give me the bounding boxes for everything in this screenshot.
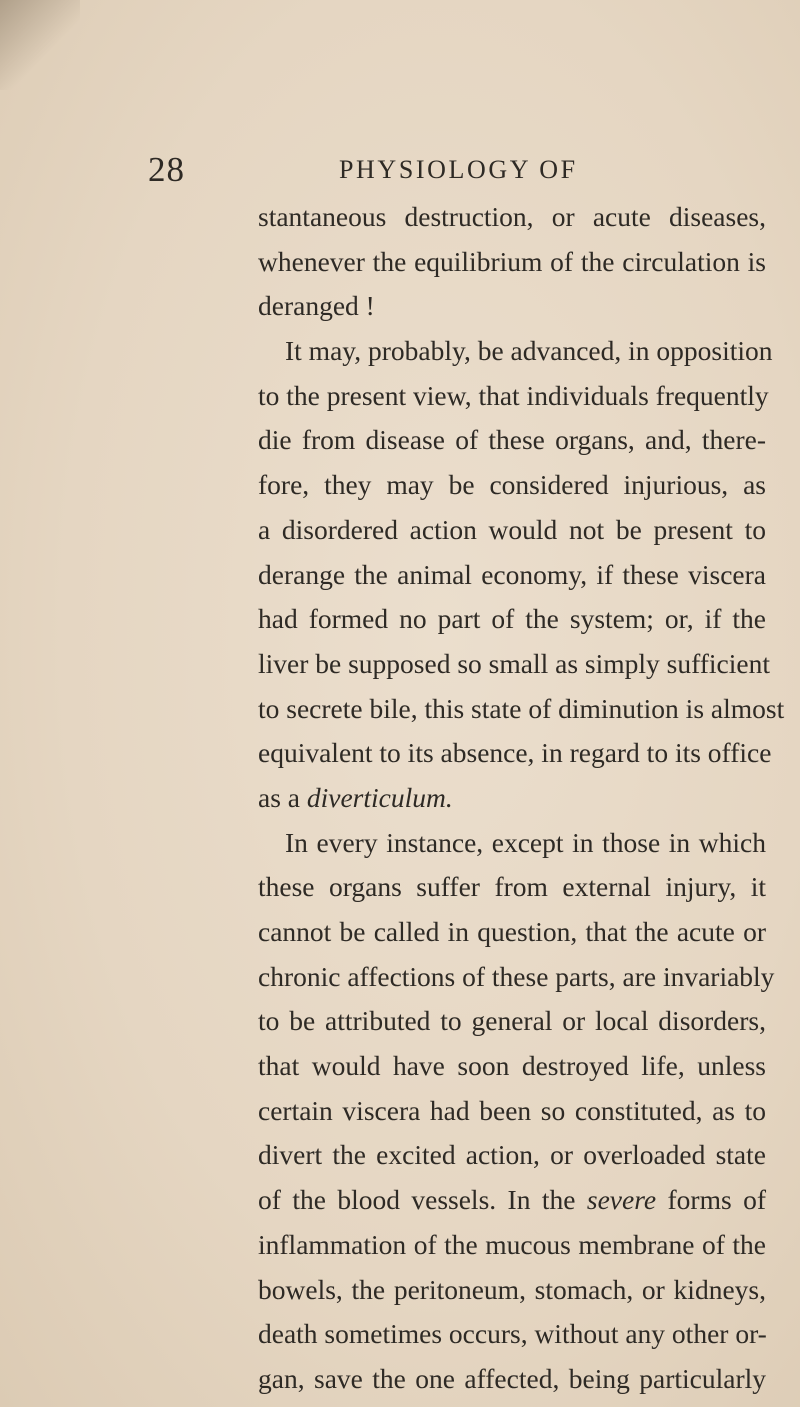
paragraph-start-line: It may, probably, be advanced, in opposition — [285, 335, 773, 367]
italic-term: diverticulum. — [306, 781, 453, 813]
text-line: these organs suffer from external injury, it — [258, 871, 766, 903]
text-line: equivalent to its absence, in regard to its office — [258, 737, 772, 769]
text-line: divert the excited action, or overloaded state — [258, 1139, 766, 1171]
text-line: to secrete bile, this state of diminution is almost — [258, 692, 785, 724]
page-header — [0, 150, 800, 200]
text-line: bowels, the peritoneum, stomach, or kidneys, — [258, 1273, 766, 1305]
text-line — [258, 1178, 766, 1223]
text-line: chronic affections of these parts, are invariably — [258, 960, 775, 992]
italic-term: severe — [586, 1184, 657, 1216]
text-line: stantaneous destruction, or acute diseases, — [258, 201, 766, 232]
text-run: forms of — [656, 1184, 766, 1216]
text-line: certain viscera had been so constituted, as to — [258, 1094, 766, 1126]
text-line: to be attributed to general or local disorders, — [258, 1005, 766, 1037]
paragraph-start-line: In every instance, except in those in which — [285, 826, 766, 858]
body-text — [258, 195, 785, 1402]
text-line: derange the animal economy, if these viscera — [258, 558, 766, 590]
text-run: as a — [258, 781, 307, 813]
text-line: gan, save the one affected, being particularly — [258, 1362, 766, 1394]
text-line: inflammation of the mucous membrane of the — [258, 1228, 766, 1260]
text-line: that would have soon destroyed life, unless — [258, 1050, 766, 1082]
text-line — [258, 776, 766, 821]
text-line: to the present view, that individuals frequently — [258, 379, 769, 411]
text-line: whenever the equilibrium of the circulation is — [258, 245, 766, 277]
text-line: a disordered action would not be present to — [258, 513, 766, 545]
page-number: 28 — [148, 150, 185, 189]
text-line: liver be supposed so small as simply sufficient — [258, 647, 770, 679]
text-line: fore, they may be considered injurious, as — [258, 469, 766, 501]
text-line: die from disease of these organs, and, there- — [258, 424, 766, 456]
page-corner-shadow — [0, 0, 80, 90]
text-line: cannot be called in question, that the acute or — [258, 916, 766, 947]
text-line: had formed no part of the system; or, if the — [258, 603, 766, 635]
text-line: deranged ! — [258, 290, 375, 322]
running-head: PHYSIOLOGY OF — [339, 155, 578, 184]
text-line: death sometimes occurs, without any other or- — [258, 1318, 767, 1350]
text-run: of the blood vessels. In the — [258, 1184, 587, 1216]
